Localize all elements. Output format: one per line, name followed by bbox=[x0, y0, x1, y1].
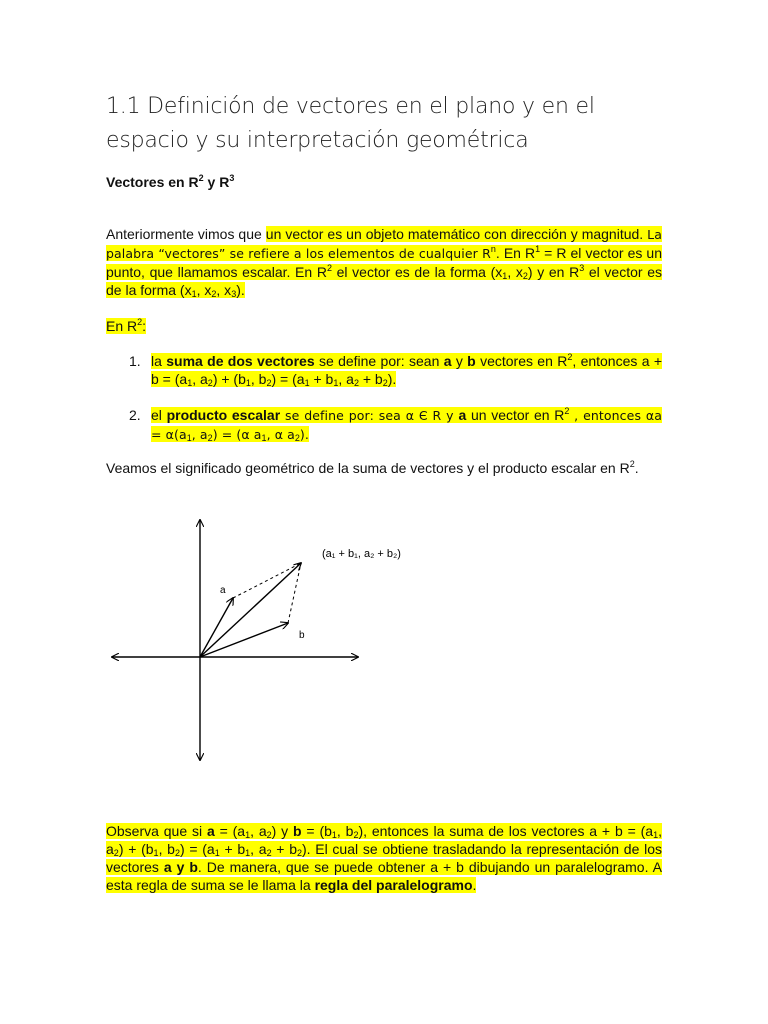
subtitle-text: Vectores en R bbox=[106, 174, 199, 190]
text-run: La palabra “vectores” se refiere a los elementos de cualquier R bbox=[106, 227, 662, 261]
exponent: 2 bbox=[326, 263, 332, 273]
text-run: vectores en R bbox=[475, 353, 568, 369]
bold-text: b bbox=[293, 823, 302, 839]
text-run: + b bbox=[309, 371, 334, 387]
bold-text: a bbox=[443, 353, 452, 369]
list-item-body bbox=[151, 352, 662, 388]
text-run: . En R bbox=[495, 245, 536, 261]
text-run: . bbox=[634, 460, 639, 476]
exponent: 2 bbox=[564, 406, 570, 416]
text-run: . bbox=[472, 877, 477, 893]
text-run: ) y en R bbox=[527, 264, 580, 280]
exponent: 3 bbox=[579, 263, 585, 273]
text-run: , x bbox=[507, 264, 523, 280]
page-title: 1.1 Definición de vectores en el plano y en el espacio y su interpretación geométrica bbox=[106, 94, 595, 153]
subscript: 1 bbox=[186, 433, 192, 443]
subscript: 2 bbox=[522, 271, 528, 281]
text-run: + b bbox=[271, 841, 297, 857]
text-run: se define por: sea α Є R y bbox=[280, 408, 459, 423]
bold-text: a bbox=[458, 407, 467, 423]
subscript: 1 bbox=[261, 433, 267, 443]
text-run: , a bbox=[106, 823, 662, 857]
text-run: y bbox=[451, 353, 468, 369]
subscript: 1 bbox=[245, 378, 251, 388]
subscript: 1 bbox=[245, 848, 251, 858]
text-run: se define por: sean bbox=[314, 353, 444, 369]
text-run: ). bbox=[299, 427, 309, 442]
list-item-scalar-product bbox=[129, 406, 662, 444]
bold-text: regla del paralelogramo bbox=[314, 877, 473, 893]
vector-a-arrow bbox=[200, 598, 233, 657]
subscript: 1 bbox=[214, 848, 220, 858]
subtitle-text: y R bbox=[203, 174, 230, 190]
exponent: n bbox=[490, 244, 496, 254]
text-run: Observa que si bbox=[106, 823, 207, 839]
exponent: 2 bbox=[137, 317, 143, 327]
text-run: ). bbox=[387, 371, 397, 387]
text-run: , a bbox=[338, 371, 354, 387]
text-run: Veamos el significado geométrico de la suma de vectores y el producto escalar en R bbox=[106, 460, 630, 476]
text-run: = (b bbox=[301, 823, 332, 839]
exponent: 2 bbox=[629, 459, 635, 469]
subscript: 2 bbox=[211, 289, 217, 299]
subtitle-exponent: 2 bbox=[198, 173, 204, 183]
subscript: 2 bbox=[266, 378, 272, 388]
text-run: ) y bbox=[271, 823, 293, 839]
text-run: , entonces αa = α(a bbox=[151, 408, 662, 442]
subscript: 1 bbox=[653, 830, 659, 840]
subscript: 2 bbox=[266, 848, 272, 858]
text-run: = (a bbox=[214, 823, 246, 839]
subscript: 1 bbox=[304, 378, 310, 388]
subscript: 2 bbox=[113, 848, 119, 858]
vector-b-arrow bbox=[200, 623, 288, 657]
text-run: el vector es de la forma (x bbox=[106, 264, 662, 298]
subscript: 1 bbox=[502, 271, 508, 281]
bold-text: suma de dos vectores bbox=[166, 353, 315, 369]
parallelogram-dashed-b bbox=[288, 563, 301, 623]
text-run: un vector en R bbox=[466, 407, 565, 423]
text-run: el vector es de la forma (x bbox=[331, 264, 503, 280]
text-run: ) = (a bbox=[179, 841, 215, 857]
text-run: + b bbox=[219, 841, 246, 857]
subscript: 1 bbox=[187, 378, 193, 388]
subscript: 2 bbox=[207, 433, 213, 443]
label-sum-point: (a₁ + b₁, a₂ + b₂) bbox=[322, 548, 401, 560]
parallelogram-rule-paragraph bbox=[106, 822, 662, 894]
bold-text: a bbox=[206, 823, 215, 839]
parallelogram-dashed-a bbox=[233, 563, 301, 598]
text-run: , entonces a + b = (a bbox=[151, 353, 663, 387]
text-run: = R el vector es un punto, que llamamos escalar. En R bbox=[106, 245, 662, 280]
intro-paragraph bbox=[106, 225, 662, 299]
text-run: , a bbox=[191, 427, 208, 442]
subscript: 2 bbox=[353, 378, 359, 388]
subscript: 2 bbox=[382, 378, 388, 388]
figure-intro-paragraph bbox=[106, 459, 662, 477]
text-run: , a bbox=[250, 823, 267, 839]
text-run: , x bbox=[196, 282, 212, 298]
section-subtitle bbox=[106, 174, 234, 190]
exponent: 1 bbox=[535, 244, 541, 254]
list-number: 1. bbox=[129, 353, 141, 369]
subtitle-exponent: 3 bbox=[229, 173, 235, 183]
text-run: , b bbox=[250, 371, 267, 387]
subscript: 1 bbox=[245, 830, 251, 840]
bold-text: a y b bbox=[163, 859, 198, 875]
text-run: ) = (a bbox=[271, 371, 305, 387]
en-r2-heading bbox=[106, 317, 662, 335]
text-run: . De manera, que se puede obtener a + b dibujando un paralelogramo. A esta regla de suma se le llama la bbox=[106, 859, 662, 893]
text-run: ). El cual se obtiene trasladando la representación de los vectores bbox=[106, 841, 662, 875]
list-item-body bbox=[151, 406, 662, 444]
label-vector-b: b bbox=[299, 630, 305, 641]
bold-text: producto escalar bbox=[166, 407, 281, 423]
text-run: ), entonces la suma de los vectores a + b = (a bbox=[358, 823, 654, 839]
text-run: ) + (b bbox=[212, 371, 246, 387]
subscript: 1 bbox=[333, 378, 339, 388]
subscript: 2 bbox=[294, 433, 300, 443]
text-run: : bbox=[142, 318, 147, 334]
text-run: el bbox=[151, 407, 167, 423]
text-run: la bbox=[151, 353, 167, 369]
subscript: 2 bbox=[296, 848, 302, 858]
text-run: , b bbox=[336, 823, 354, 839]
text-run: un vector es un objeto matemático con dirección y magnitud. bbox=[265, 226, 648, 242]
subscript: 1 bbox=[153, 848, 159, 858]
text-run: ) + (b bbox=[118, 841, 154, 857]
text-run: , α a bbox=[266, 427, 295, 442]
subscript: 3 bbox=[231, 289, 237, 299]
subscript: 1 bbox=[331, 830, 337, 840]
label-vector-a: a bbox=[220, 585, 226, 596]
text-run: En R bbox=[106, 318, 138, 334]
list-item-sum bbox=[129, 352, 662, 388]
vector-sum-arrow bbox=[200, 563, 301, 657]
subscript: 2 bbox=[353, 830, 359, 840]
subscript: 1 bbox=[191, 289, 197, 299]
text-run: ) = (α a bbox=[212, 427, 262, 442]
text-run: , x bbox=[216, 282, 232, 298]
vector-sum-figure bbox=[100, 510, 440, 770]
text-run: , b bbox=[158, 841, 175, 857]
text-run: + b bbox=[358, 371, 383, 387]
subscript: 2 bbox=[207, 378, 213, 388]
text-run: ). bbox=[236, 282, 245, 298]
exponent: 2 bbox=[567, 352, 573, 362]
list-number: 2. bbox=[129, 407, 141, 423]
subscript: 2 bbox=[266, 830, 272, 840]
subscript: 2 bbox=[174, 848, 180, 858]
bold-text: b bbox=[467, 353, 476, 369]
text-run: , a bbox=[192, 371, 208, 387]
text-run: Anteriormente vimos que bbox=[106, 226, 266, 242]
text-run: , a bbox=[250, 841, 267, 857]
